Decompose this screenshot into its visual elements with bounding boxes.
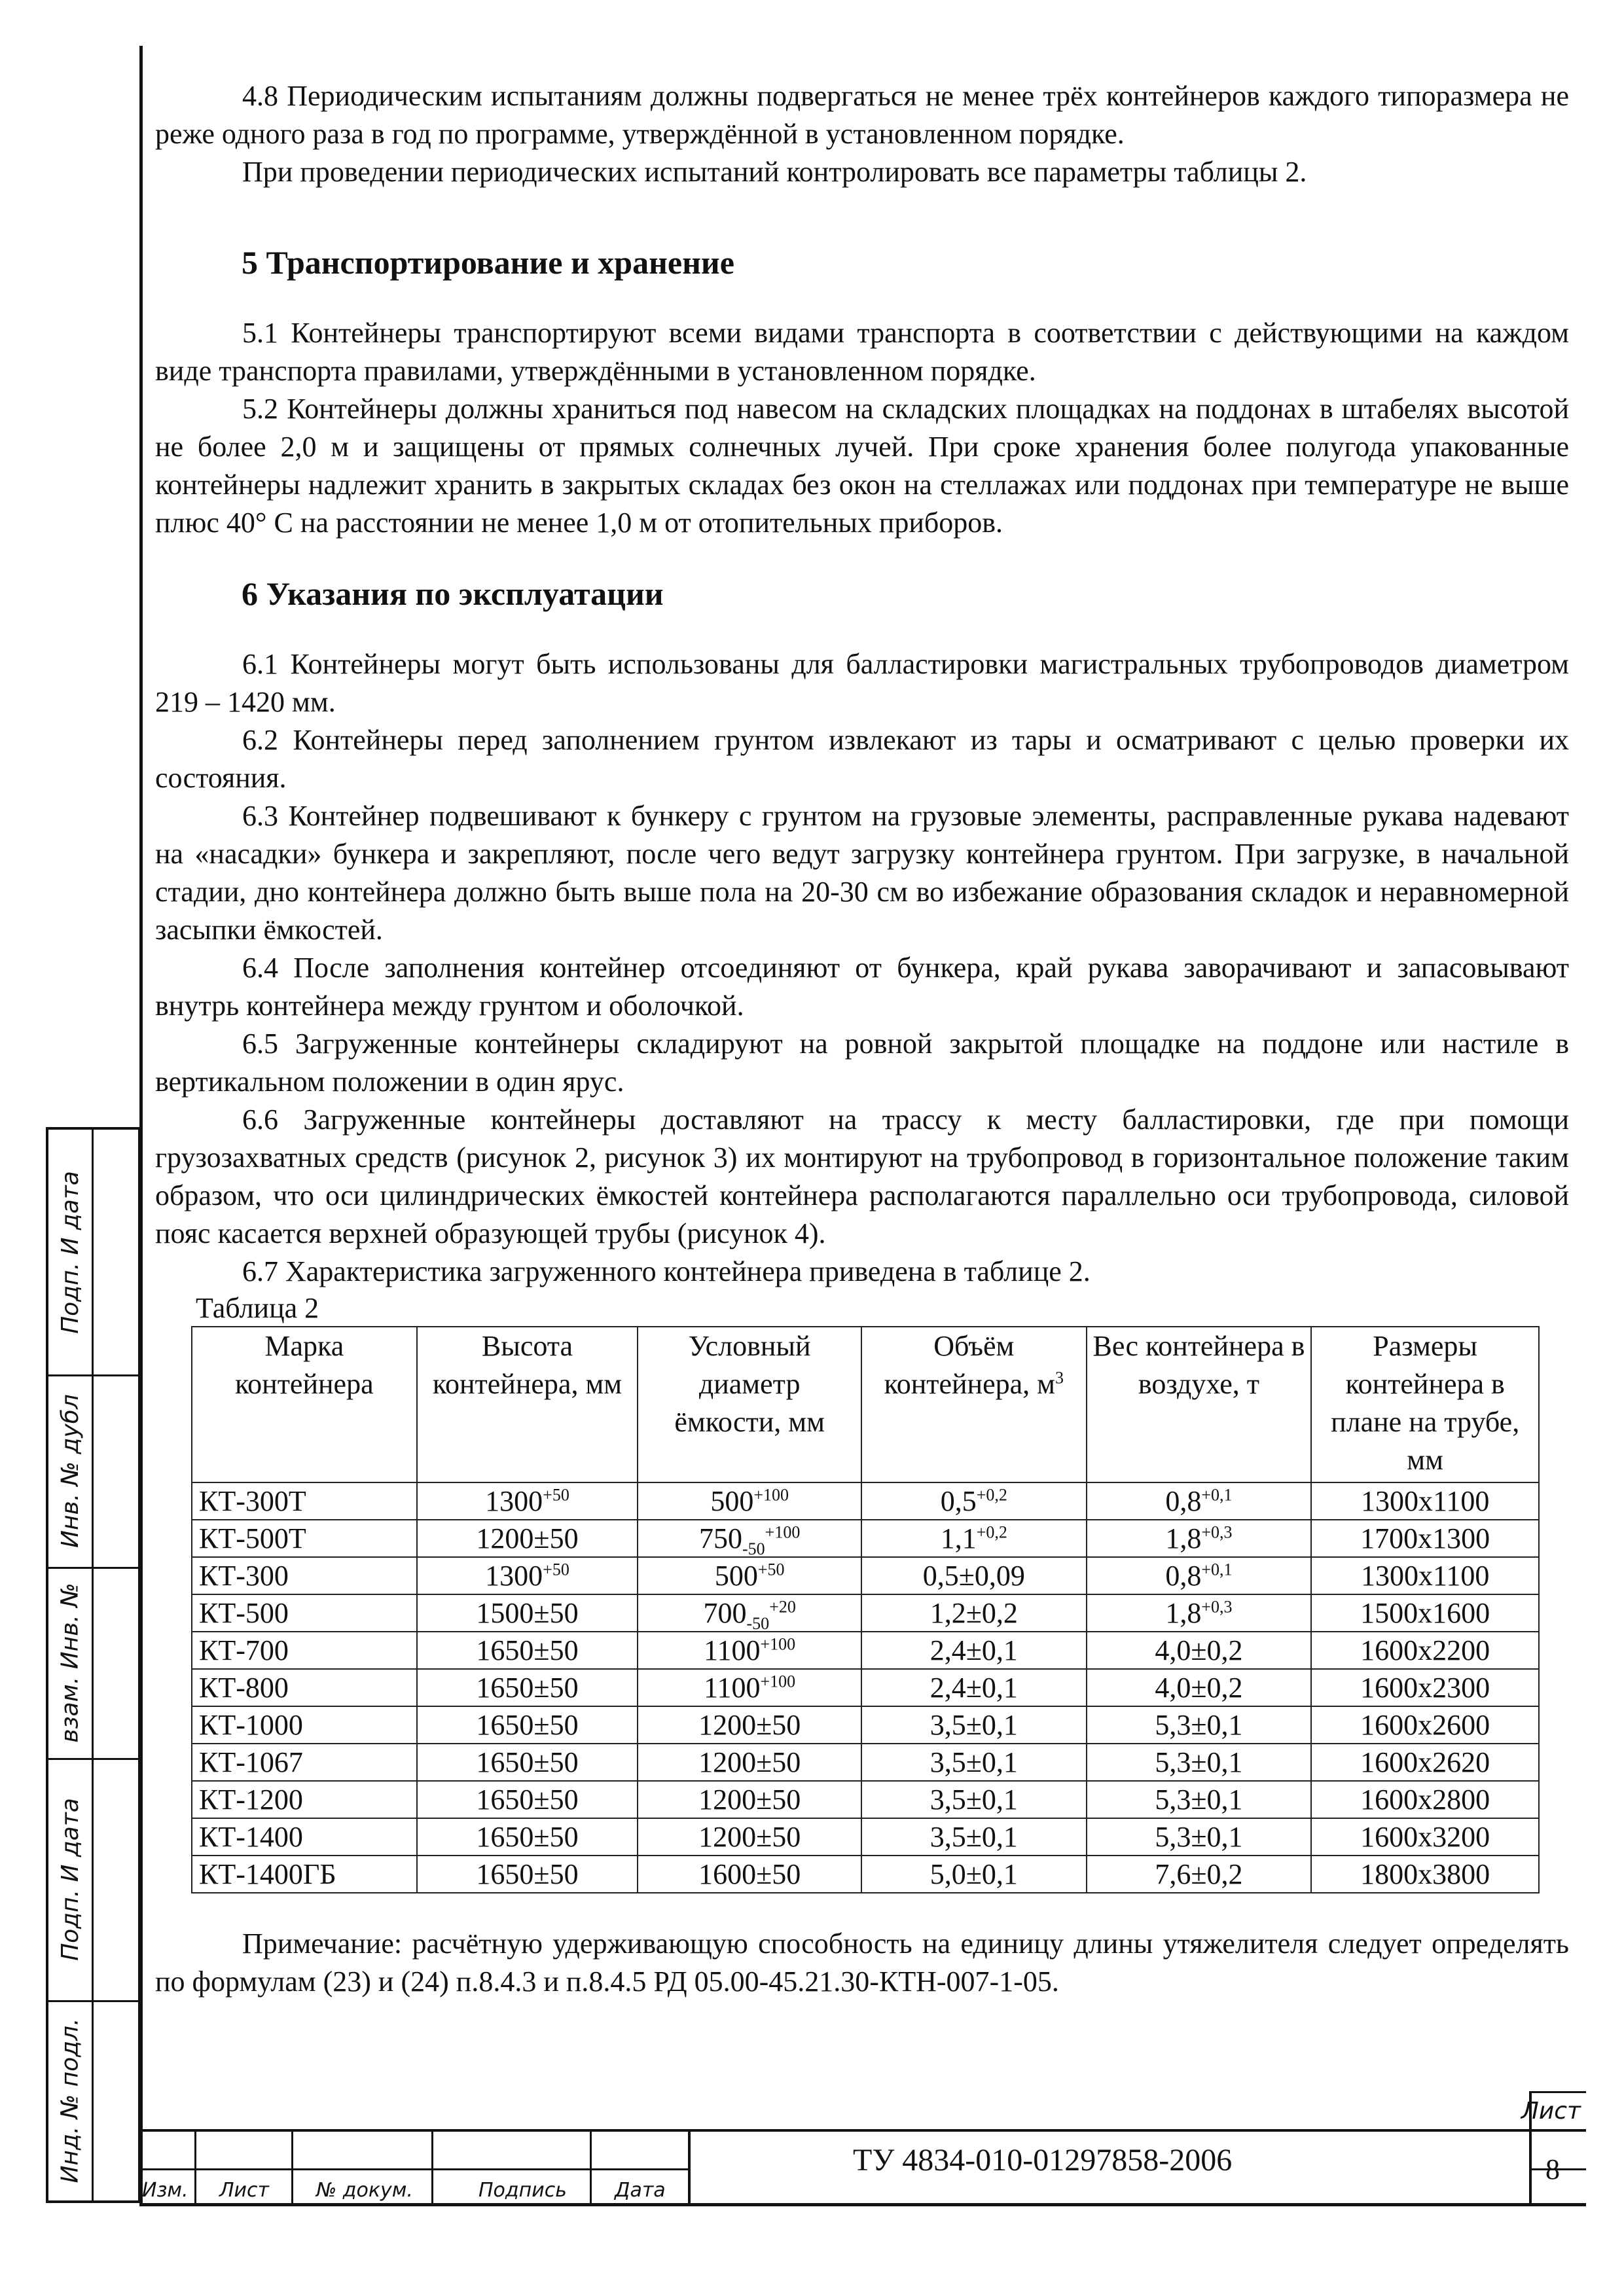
cell-weight-value: 0,8 [1165, 1485, 1202, 1517]
header-volume-text: Объём контейнера, м [884, 1330, 1056, 1400]
header-diameter: Условный диаметр ёмкости, мм [638, 1327, 861, 1482]
table-row [192, 1482, 1539, 1520]
cell-diameter [638, 1669, 861, 1706]
paragraph-6-5: 6.5 Загруженные контейнеры складируют на ровной закрытой площадке на поддоне или настиле в вертикальном положении в один ярус. [155, 1028, 1569, 1098]
side-label-sign-date-2 [48, 1758, 92, 2000]
paragraph-6-1: 6.1 Контейнеры могут быть использованы для балластировки магистральных трубопроводов диаметром 219 – 1420 мм. [155, 648, 1569, 718]
section-heading-6: 6 Указания по эксплуатации [242, 575, 664, 612]
cell-height-tol: +50 [543, 1485, 569, 1505]
stamp-col-change: Изм. [142, 2179, 189, 2202]
side-label-text: взам. Инв. № [56, 1582, 84, 1743]
cell-diameter: 1600±50 [638, 1856, 861, 1893]
paragraph-5-1: 5.1 Контейнеры транспортируют всеми видами транспорта в соответствии с действующими на каждом виде транспорта правилами, утверждёнными в установленном порядке. [155, 317, 1569, 387]
cell-volume-value: 0,5 [940, 1485, 977, 1517]
table-row [192, 1781, 1539, 1818]
cell-weight: 4,0±0,2 [1087, 1669, 1312, 1706]
cell-size: 1600x2200 [1311, 1632, 1539, 1669]
table-row [192, 1706, 1539, 1744]
cell-volume: 3,5±0,1 [861, 1818, 1087, 1856]
stamp-col-sheet: Лист [219, 2179, 270, 2202]
cell-height: 1650±50 [417, 1706, 638, 1744]
document-code: ТУ 4834-010-01297858-2006 [853, 2143, 1233, 2178]
header-weight: Вес контейнера в воздухе, т [1087, 1327, 1312, 1482]
stamp-col-doc-number: № докум. [316, 2179, 413, 2202]
cell-weight-value: 1,8 [1165, 1597, 1202, 1629]
table-header-row [192, 1327, 1539, 1482]
cell-height: 1650±50 [417, 1632, 638, 1669]
cell-diameter: 1200±50 [638, 1744, 861, 1781]
title-block-col-line [291, 2129, 293, 2206]
cell-diameter-tol-lower: -50 [746, 1613, 770, 1633]
side-label-text: Инв. № дубл [56, 1393, 84, 1548]
cell-diameter-value: 750 [698, 1522, 742, 1554]
table-row [192, 1856, 1539, 1893]
cell-height: 1500±50 [417, 1594, 638, 1632]
cell-mark: КТ-800 [192, 1669, 417, 1706]
paragraph-6-6: 6.6 Загруженные контейнеры доставляют на трассу к месту балластировки, где при помощи грузозахватных средств (рисунок 2, рисунок 3) их монтируют на трубопровод в горизонтальное положение таким образом, что оси цилиндрических ёмкостей контейнера располагаются параллельно оси трубопровода, силовой пояс касается верхней образующей трубы (рисунок 4). [155, 1103, 1569, 1249]
paragraph-6-4: 6.4 После заполнения контейнер отсоединяют от бункера, край рукава заворачивают и запасовывают внутрь контейнера между грунтом и оболочкой. [155, 952, 1569, 1022]
cell-size: 1600x3200 [1311, 1818, 1539, 1856]
cell-size: 1300x1100 [1311, 1557, 1539, 1594]
cell-diameter [638, 1632, 861, 1669]
cell-volume [861, 1482, 1087, 1520]
cell-mark: КТ-300Т [192, 1482, 417, 1520]
cell-volume: 3,5±0,1 [861, 1781, 1087, 1818]
title-block-col-line [431, 2129, 433, 2206]
cell-weight: 5,3±0,1 [1087, 1744, 1312, 1781]
stamp-col-date: Дата [615, 2179, 666, 2202]
cell-volume: 5,0±0,1 [861, 1856, 1087, 1893]
title-block-sheet-top-line [1529, 2091, 1586, 2093]
cell-size: 1600x2300 [1311, 1669, 1539, 1706]
cell-mark: КТ-1067 [192, 1744, 417, 1781]
table-row [192, 1744, 1539, 1781]
section-heading-5: 5 Транспортирование и хранение [242, 244, 734, 281]
cell-size: 1700x1300 [1311, 1520, 1539, 1557]
title-block-col-line [590, 2129, 592, 2206]
cell-weight-value: 1,8 [1165, 1522, 1202, 1554]
table-row [192, 1669, 1539, 1706]
cell-weight: 7,6±0,2 [1087, 1856, 1312, 1893]
cell-size: 1600x2800 [1311, 1781, 1539, 1818]
table-row [192, 1632, 1539, 1669]
cell-weight: 5,3±0,1 [1087, 1706, 1312, 1744]
cell-weight-value: 0,8 [1165, 1560, 1202, 1592]
cell-mark: КТ-1400ГБ [192, 1856, 417, 1893]
cell-height: 1200±50 [417, 1520, 638, 1557]
cell-diameter [638, 1557, 861, 1594]
cell-height: 1650±50 [417, 1856, 638, 1893]
side-label-text: Подп. И дата [56, 1797, 84, 1961]
cell-weight: 4,0±0,2 [1087, 1632, 1312, 1669]
cell-height-value: 1300 [485, 1560, 543, 1592]
cell-diameter-tol: +100 [765, 1522, 801, 1542]
cell-diameter-tol: +100 [753, 1485, 789, 1505]
cell-size: 1600x2620 [1311, 1744, 1539, 1781]
cell-volume-tol: +0,2 [976, 1485, 1007, 1505]
cell-diameter-tol: +100 [760, 1634, 796, 1654]
cell-size: 1600x2600 [1311, 1706, 1539, 1744]
cell-diameter-tol: +20 [769, 1597, 796, 1617]
cell-mark: КТ-1000 [192, 1706, 417, 1744]
sheet-label: Лист [1521, 2098, 1581, 2125]
paragraph-6-3: 6.3 Контейнер подвешивают к бункеру с грунтом на грузовые элементы, расправленные рукава надевают на «насадки» бункера и закрепляют, после чего ведут загрузку контейнера грунтом. При загрузке, в начальной стадии, дно контейнера должно быть выше пола на 20-30 см во избежание образования складок и неравномерной засыпки ёмкостей. [155, 800, 1569, 946]
cell-diameter-tol-lower: -50 [742, 1539, 765, 1558]
cell-weight-tol: +0,3 [1201, 1522, 1233, 1542]
cell-weight: 5,3±0,1 [1087, 1781, 1312, 1818]
cell-diameter-tol: +50 [757, 1560, 785, 1579]
cell-diameter-value: 500 [714, 1560, 758, 1592]
side-stamp-panel [46, 1127, 141, 2203]
header-volume-exp: 3 [1055, 1368, 1064, 1388]
cell-volume: 2,4±0,1 [861, 1632, 1087, 1669]
table-row [192, 1818, 1539, 1856]
cell-diameter-tol: +100 [760, 1672, 796, 1691]
cell-diameter [638, 1594, 861, 1632]
cell-mark: КТ-1200 [192, 1781, 417, 1818]
cell-height: 1650±50 [417, 1818, 638, 1856]
side-label-replace-inv [48, 1567, 92, 1758]
table-body [192, 1482, 1539, 1893]
cell-volume: 3,5±0,1 [861, 1706, 1087, 1744]
paragraph-5-2: 5.2 Контейнеры должны храниться под навесом на складских площадках на поддонах в штабелях высотой не более 2,0 м и защищены от прямых солнечных лучей. При сроке хранения более полугода упакованные контейнеры надлежит хранить в закрытых складах без окон на стеллажах или поддонах при температуре не выше плюс 40° С на расстоянии не менее 1,0 м от отопительных приборов. [155, 393, 1569, 539]
side-label-sign-date-1 [48, 1130, 92, 1374]
sheet-number: 8 [1545, 2153, 1560, 2185]
side-label-original-inv [48, 2000, 92, 2200]
table-row [192, 1520, 1539, 1557]
cell-weight [1087, 1594, 1312, 1632]
header-size: Размеры контейнера в плане на трубе, мм [1311, 1327, 1539, 1482]
cell-height [417, 1557, 638, 1594]
container-spec-table [191, 1326, 1540, 1893]
cell-size: 1500x1600 [1311, 1594, 1539, 1632]
cell-size: 1800x3800 [1311, 1856, 1539, 1893]
table-note: Примечание: расчётную удерживающую способность на единицу длины утяжелителя следует определять по формулам (23) и (24) п.8.4.3 и п.8.4.5 РД 05.00-45.21.30-КТН-007-1-05. [155, 1928, 1569, 1998]
cell-mark: КТ-500Т [192, 1520, 417, 1557]
cell-height: 1650±50 [417, 1669, 638, 1706]
title-block-col-line [194, 2129, 196, 2206]
paragraph-6-2: 6.2 Контейнеры перед заполнением грунтом извлекают из тары и осматривают с целью проверки их состояния. [155, 724, 1569, 794]
cell-height [417, 1482, 638, 1520]
cell-height: 1650±50 [417, 1781, 638, 1818]
cell-volume: 2,4±0,1 [861, 1669, 1087, 1706]
paragraph-4-8-cont: При проведении периодических испытаний контролировать все параметры таблицы 2. [242, 156, 1307, 188]
cell-diameter: 1200±50 [638, 1818, 861, 1856]
header-height: Высота контейнера, мм [417, 1327, 638, 1482]
table-row [192, 1557, 1539, 1594]
cell-volume: 3,5±0,1 [861, 1744, 1087, 1781]
cell-volume-tol: +0,2 [976, 1522, 1007, 1542]
cell-mark: КТ-700 [192, 1632, 417, 1669]
cell-volume-value: 1,1 [940, 1522, 977, 1554]
cell-weight-tol: +0,3 [1201, 1597, 1233, 1617]
side-label-dup-inv [48, 1374, 92, 1567]
cell-volume [861, 1520, 1087, 1557]
paragraph-6-7: 6.7 Характеристика загруженного контейнера приведена в таблице 2. [242, 1255, 1091, 1287]
cell-weight: 5,3±0,1 [1087, 1818, 1312, 1856]
cell-mark: КТ-300 [192, 1557, 417, 1594]
cell-height-value: 1300 [485, 1485, 543, 1517]
stamp-col-signature: Подпись [478, 2179, 567, 2202]
document-body [155, 77, 1569, 2001]
cell-size: 1300x1100 [1311, 1482, 1539, 1520]
side-label-text: Инд. № подл. [56, 2017, 84, 2183]
cell-weight-tol: +0,1 [1201, 1485, 1233, 1505]
cell-weight [1087, 1557, 1312, 1594]
cell-weight-tol: +0,1 [1201, 1560, 1233, 1579]
cell-diameter: 1200±50 [638, 1706, 861, 1744]
cell-volume: 0,5±0,09 [861, 1557, 1087, 1594]
cell-diameter [638, 1520, 861, 1557]
title-block-top-line [139, 2129, 1586, 2132]
cell-diameter [638, 1482, 861, 1520]
header-volume [861, 1327, 1087, 1482]
cell-diameter: 1200±50 [638, 1781, 861, 1818]
side-label-text: Подп. И дата [56, 1170, 84, 1334]
cell-diameter-value: 700 [703, 1597, 747, 1629]
side-stamp-divider [92, 1130, 94, 2200]
table-caption: Таблица 2 [196, 1292, 319, 1324]
header-mark: Марка контейнера [192, 1327, 417, 1482]
cell-mark: КТ-1400 [192, 1818, 417, 1856]
paragraph-4-8: 4.8 Периодическим испытаниям должны подвергаться не менее трёх контейнеров каждого типоразмера не реже одного раза в год по программе, утверждённой в установленном порядке. [155, 80, 1569, 150]
title-block [139, 2098, 1586, 2206]
cell-mark: КТ-500 [192, 1594, 417, 1632]
cell-weight [1087, 1482, 1312, 1520]
cell-height: 1650±50 [417, 1744, 638, 1781]
title-block-col-line [688, 2129, 691, 2206]
cell-diameter-value: 1100 [704, 1672, 761, 1704]
title-block-row-line [139, 2168, 689, 2170]
table-row [192, 1594, 1539, 1632]
cell-diameter-value: 500 [710, 1485, 754, 1517]
cell-weight [1087, 1520, 1312, 1557]
cell-volume: 1,2±0,2 [861, 1594, 1087, 1632]
cell-diameter-value: 1100 [704, 1634, 761, 1666]
cell-height-tol: +50 [543, 1560, 569, 1579]
